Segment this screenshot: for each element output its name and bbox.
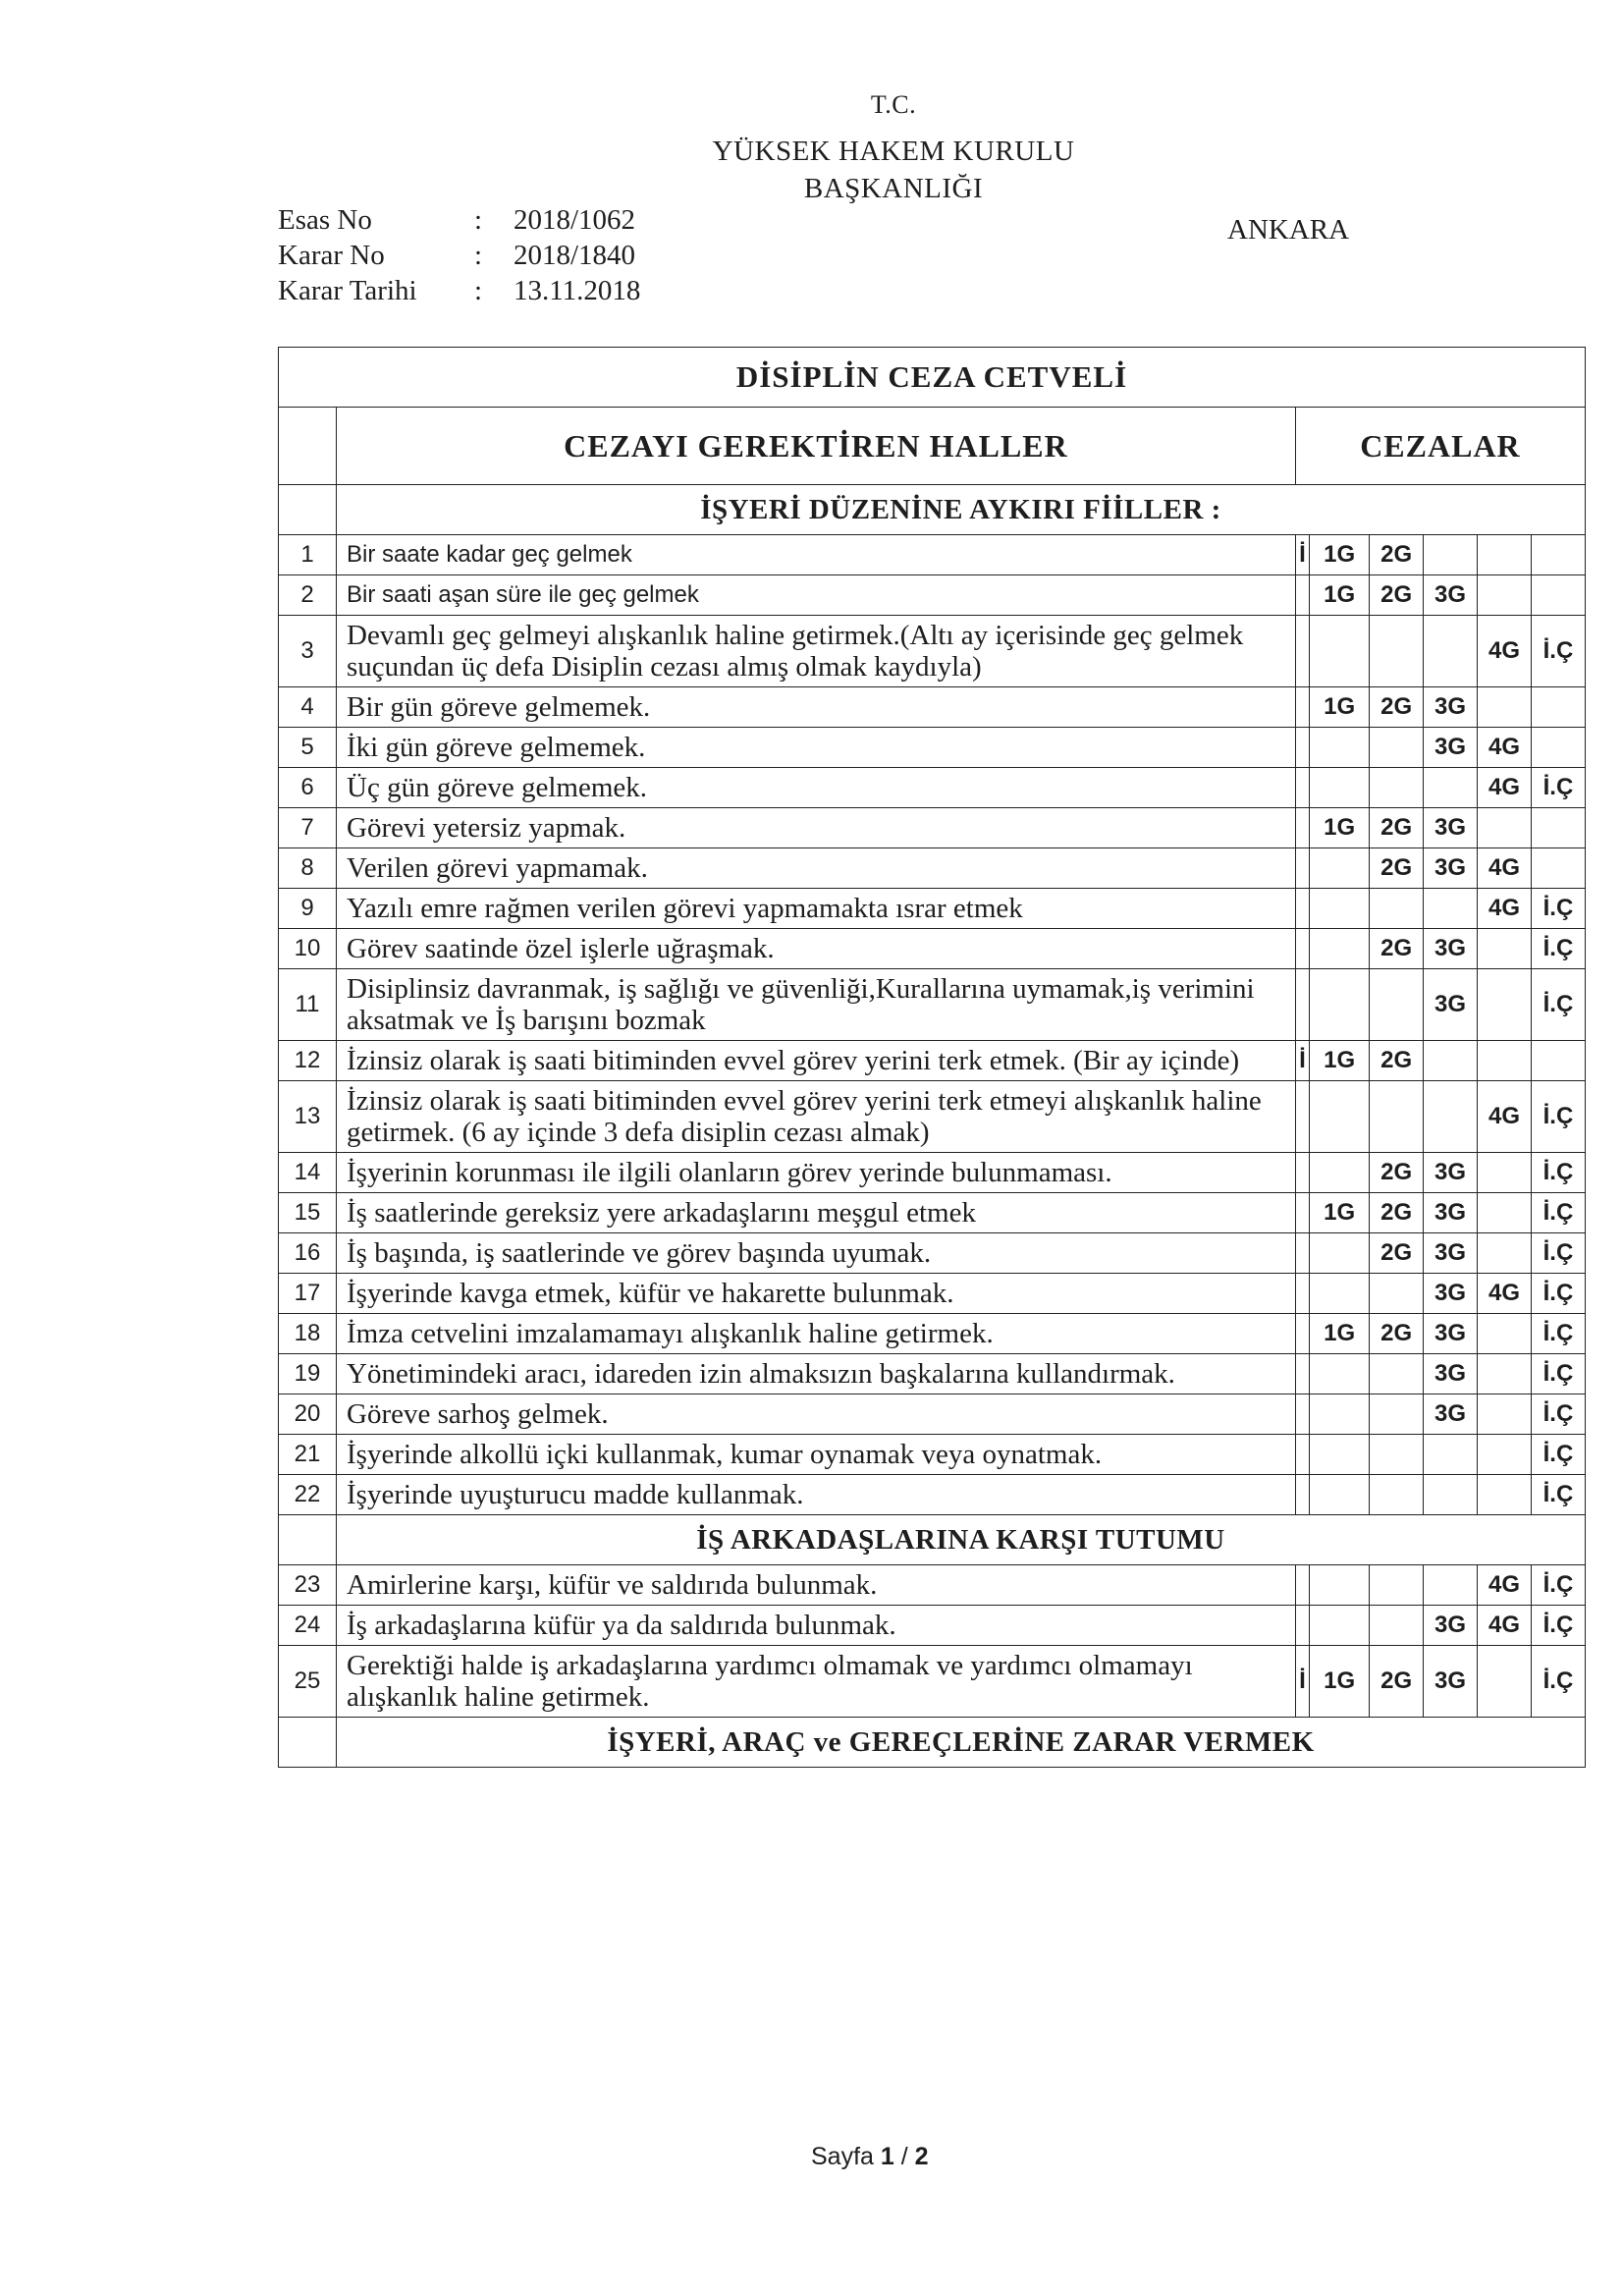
penalty-cell: İ.Ç: [1531, 1354, 1585, 1394]
penalty-cell: [1370, 969, 1424, 1041]
penalty-cell: [1310, 969, 1370, 1041]
penalty-cell: [1478, 929, 1532, 969]
penalty-cell: [1295, 1274, 1309, 1314]
table-row: [279, 687, 1586, 728]
table-row: [279, 1274, 1586, 1314]
penalty-cell: 2G: [1370, 1193, 1424, 1233]
header-presidency: BAŞKANLIĞI: [803, 173, 984, 204]
penalty-cell: [1310, 1081, 1370, 1153]
penalty-cell: [1478, 1041, 1532, 1081]
penalty-cell: [1310, 929, 1370, 969]
penalty-cell: [1478, 1314, 1532, 1354]
row-number: 21: [279, 1435, 337, 1475]
penalty-cell: [1295, 848, 1309, 889]
penalty-cell: [1424, 1041, 1478, 1081]
penalty-cell: [1295, 1153, 1309, 1193]
penalty-cell: [1310, 1233, 1370, 1274]
row-description: İşyerinde alkollü içki kullanmak, kumar oynamak veya oynatmak.: [337, 1435, 1296, 1475]
penalty-cell: [1370, 1274, 1424, 1314]
penalty-cell: [1424, 1435, 1478, 1475]
penalty-cell: 1G: [1310, 575, 1370, 616]
row-description: Yazılı emre rağmen verilen görevi yapmamakta ısrar etmek: [337, 889, 1296, 929]
penalty-cell: 3G: [1424, 848, 1478, 889]
penalty-cell: 2G: [1370, 1314, 1424, 1354]
table-row: [279, 1193, 1586, 1233]
penalty-cell: 4G: [1478, 889, 1532, 929]
penalty-cell: İ.Ç: [1531, 1193, 1585, 1233]
penalty-cell: [1310, 1565, 1370, 1606]
penalty-cell: 1G: [1310, 1314, 1370, 1354]
table-row: [279, 929, 1586, 969]
penalty-cell: [1295, 1193, 1309, 1233]
section-heading: İŞYERİ DÜZENİNE AYKIRI FİİLLER :: [337, 485, 1586, 535]
penalty-cell: İ.Ç: [1531, 1081, 1585, 1153]
row-number: 4: [279, 687, 337, 728]
penalty-cell: 4G: [1478, 1606, 1532, 1646]
row-number: 2: [279, 575, 337, 616]
penalty-cell: [1310, 1475, 1370, 1515]
penalty-cell: [1531, 808, 1585, 848]
table-row: [279, 1394, 1586, 1435]
row-description: Bir gün göreve gelmemek.: [337, 687, 1296, 728]
penalty-cell: [1424, 1475, 1478, 1515]
header-city: ANKARA: [1227, 214, 1350, 246]
row-description: İki gün göreve gelmemek.: [337, 728, 1296, 768]
row-description: Amirlerine karşı, küfür ve saldırıda bulunmak.: [337, 1565, 1296, 1606]
table-row: [279, 1565, 1586, 1606]
penalty-cell: [1310, 728, 1370, 768]
penalty-cell: 3G: [1424, 1193, 1478, 1233]
penalty-cell: 2G: [1370, 1646, 1424, 1718]
penalty-cell: [1478, 1354, 1532, 1394]
row-number: 20: [279, 1394, 337, 1435]
penalty-cell: [1295, 1394, 1309, 1435]
penalty-cell: İ.Ç: [1531, 1606, 1585, 1646]
penalty-cell: [1370, 1475, 1424, 1515]
row-number: 1: [279, 535, 337, 575]
table-row: [279, 1081, 1586, 1153]
table-row: [279, 768, 1586, 808]
row-description: İzinsiz olarak iş saati bitiminden evvel görev yerini terk etmek. (Bir ay içinde): [337, 1041, 1296, 1081]
row-number: 5: [279, 728, 337, 768]
row-number: 8: [279, 848, 337, 889]
penalty-cell: 3G: [1424, 575, 1478, 616]
penalty-cell: 2G: [1370, 929, 1424, 969]
penalty-cell: [1310, 1354, 1370, 1394]
penalty-cell: İ.Ç: [1531, 889, 1585, 929]
penalty-cell: İ.Ç: [1531, 969, 1585, 1041]
row-description: Yönetimindeki aracı, idareden izin almaksızın başkalarına kullandırmak.: [337, 1354, 1296, 1394]
penalty-cell: [1370, 1354, 1424, 1394]
penalty-cell: [1295, 1606, 1309, 1646]
penalty-cell: [1531, 687, 1585, 728]
table-row: [279, 889, 1586, 929]
section-spacer: [279, 1515, 337, 1565]
penalty-cell: [1478, 1435, 1532, 1475]
penalty-cell: [1295, 969, 1309, 1041]
meta-row-karar: Karar No : 2018/1840: [278, 240, 636, 271]
penalty-cell: [1295, 1475, 1309, 1515]
penalty-cell: 3G: [1424, 1153, 1478, 1193]
meta-row-tarih: Karar Tarihi : 13.11.2018: [278, 275, 641, 306]
table-row: [279, 535, 1586, 575]
row-number: 6: [279, 768, 337, 808]
row-number: 25: [279, 1646, 337, 1718]
penalty-cell: İ: [1295, 1646, 1309, 1718]
penalty-cell: [1295, 1435, 1309, 1475]
penalty-cell: İ.Ç: [1531, 616, 1585, 687]
penalty-cell: 4G: [1478, 1081, 1532, 1153]
penalty-cell: 3G: [1424, 728, 1478, 768]
row-description: İzinsiz olarak iş saati bitiminden evvel görev yerini terk etmeyi alışkanlık haline getirmek. (6 ay içinde 3 defa disiplin cezası almak): [337, 1081, 1296, 1153]
row-number: 19: [279, 1354, 337, 1394]
penalty-cell: [1310, 889, 1370, 929]
row-number: 18: [279, 1314, 337, 1354]
penalty-cell: [1370, 616, 1424, 687]
table-row: [279, 1354, 1586, 1394]
penalty-cell: [1478, 1233, 1532, 1274]
penalty-cell: [1531, 535, 1585, 575]
section-spacer: [279, 485, 337, 535]
row-number: 23: [279, 1565, 337, 1606]
penalty-cell: [1424, 768, 1478, 808]
row-description: İmza cetvelini imzalamamayı alışkanlık haline getirmek.: [337, 1314, 1296, 1354]
section-heading: İŞ ARKADAŞLARINA KARŞI TUTUMU: [337, 1515, 1586, 1565]
penalty-cell: [1478, 575, 1532, 616]
row-number: 13: [279, 1081, 337, 1153]
penalty-cell: [1478, 1153, 1532, 1193]
penalty-cell: [1370, 1081, 1424, 1153]
row-number: 10: [279, 929, 337, 969]
penalty-cell: [1424, 889, 1478, 929]
penalty-cell: [1370, 1394, 1424, 1435]
table-row: [279, 1153, 1586, 1193]
penalty-cell: 3G: [1424, 1314, 1478, 1354]
row-number: 16: [279, 1233, 337, 1274]
row-description: İşyerinin korunması ile ilgili olanların görev yerinde bulunmaması.: [337, 1153, 1296, 1193]
row-description: İşyerinde kavga etmek, küfür ve hakarette bulunmak.: [337, 1274, 1296, 1314]
penalty-cell: İ.Ç: [1531, 1565, 1585, 1606]
penalty-cell: [1370, 728, 1424, 768]
penalty-cell: İ.Ç: [1531, 1475, 1585, 1515]
row-number: 7: [279, 808, 337, 848]
table-row: [279, 1646, 1586, 1718]
penalty-cell: İ: [1295, 1041, 1309, 1081]
penalty-cell: [1310, 848, 1370, 889]
penalty-cell: 3G: [1424, 929, 1478, 969]
penalty-cell: 3G: [1424, 687, 1478, 728]
row-number: 12: [279, 1041, 337, 1081]
penalty-cell: 2G: [1370, 575, 1424, 616]
row-number: 9: [279, 889, 337, 929]
table-title: DİSİPLİN CEZA CETVELİ: [279, 348, 1586, 408]
penalty-cell: [1310, 1153, 1370, 1193]
penalty-cell: [1424, 535, 1478, 575]
meta-row-esas: Esas No : 2018/1062: [278, 204, 636, 236]
section-spacer: [279, 1718, 337, 1768]
row-description: İş saatlerinde gereksiz yere arkadaşlarını meşgul etmek: [337, 1193, 1296, 1233]
penalty-cell: 3G: [1424, 1354, 1478, 1394]
table-row: [279, 1041, 1586, 1081]
col-header-penalties: CEZALAR: [1295, 408, 1585, 485]
penalty-cell: [1295, 575, 1309, 616]
row-description: Disiplinsiz davranmak, iş sağlığı ve güvenliği,Kurallarına uymamak,iş verimini aksatmak ve İş barışını bozmak: [337, 969, 1296, 1041]
penalty-cell: [1531, 575, 1585, 616]
penalty-cell: İ.Ç: [1531, 1153, 1585, 1193]
penalty-cell: [1478, 687, 1532, 728]
row-description: Verilen görevi yapmamak.: [337, 848, 1296, 889]
penalty-cell: [1295, 1565, 1309, 1606]
table-row: [279, 969, 1586, 1041]
penalty-cell: [1370, 1565, 1424, 1606]
penalty-cell: [1310, 1394, 1370, 1435]
penalty-cell: [1478, 1646, 1532, 1718]
header-tc: T.C.: [870, 90, 917, 119]
penalty-cell: 2G: [1370, 687, 1424, 728]
penalty-cell: 3G: [1424, 1233, 1478, 1274]
penalty-cell: İ.Ç: [1531, 1435, 1585, 1475]
penalty-cell: 3G: [1424, 1646, 1478, 1718]
table-row: [279, 616, 1586, 687]
penalty-table: [278, 347, 1586, 1768]
penalty-cell: [1478, 1475, 1532, 1515]
penalty-cell: [1295, 1233, 1309, 1274]
penalty-cell: 3G: [1424, 1394, 1478, 1435]
penalty-cell: [1478, 1394, 1532, 1435]
penalty-cell: [1295, 768, 1309, 808]
row-description: İş arkadaşlarına küfür ya da saldırıda bulunmak.: [337, 1606, 1296, 1646]
penalty-cell: İ.Ç: [1531, 929, 1585, 969]
penalty-cell: [1295, 889, 1309, 929]
penalty-cell: İ.Ç: [1531, 768, 1585, 808]
penalty-cell: 3G: [1424, 969, 1478, 1041]
section-heading-row: [279, 1718, 1586, 1768]
page-footer: Sayfa 1 / 2: [811, 2143, 929, 2170]
table-row: [279, 1606, 1586, 1646]
penalty-cell: 2G: [1370, 535, 1424, 575]
penalty-cell: İ.Ç: [1531, 1394, 1585, 1435]
row-description: Üç gün göreve gelmemek.: [337, 768, 1296, 808]
penalty-cell: [1295, 728, 1309, 768]
penalty-cell: 3G: [1424, 1274, 1478, 1314]
table-row: [279, 575, 1586, 616]
penalty-cell: [1295, 687, 1309, 728]
table-row: [279, 1314, 1586, 1354]
case-meta: [278, 202, 640, 308]
row-number: 24: [279, 1606, 337, 1646]
penalty-cell: [1424, 616, 1478, 687]
penalty-cell: 4G: [1478, 768, 1532, 808]
row-description: Devamlı geç gelmeyi alışkanlık haline getirmek.(Altı ay içerisinde geç gelmek suçundan üç defa Disiplin cezası almış olmak kaydıyla): [337, 616, 1296, 687]
penalty-cell: [1531, 1041, 1585, 1081]
penalty-cell: [1310, 616, 1370, 687]
penalty-cell: 4G: [1478, 848, 1532, 889]
penalty-cell: [1295, 808, 1309, 848]
row-description: Görevi yetersiz yapmak.: [337, 808, 1296, 848]
penalty-cell: İ.Ç: [1531, 1233, 1585, 1274]
row-description: Gerektiği halde iş arkadaşlarına yardımcı olmamak ve yardımcı olmamayı alışkanlık haline getirmek.: [337, 1646, 1296, 1718]
row-number: 3: [279, 616, 337, 687]
row-description: Göreve sarhoş gelmek.: [337, 1394, 1296, 1435]
penalty-cell: 1G: [1310, 1041, 1370, 1081]
penalty-cell: 1G: [1310, 1646, 1370, 1718]
penalty-cell: [1370, 768, 1424, 808]
penalty-cell: 4G: [1478, 616, 1532, 687]
penalty-cell: 3G: [1424, 808, 1478, 848]
penalty-cell: 1G: [1310, 687, 1370, 728]
penalty-cell: İ.Ç: [1531, 1646, 1585, 1718]
penalty-cell: İ.Ç: [1531, 1314, 1585, 1354]
penalty-cell: [1478, 535, 1532, 575]
penalty-cell: 4G: [1478, 1565, 1532, 1606]
row-description: İş başında, iş saatlerinde ve görev başında uyumak.: [337, 1233, 1296, 1274]
penalty-cell: [1295, 929, 1309, 969]
penalty-cell: [1295, 1354, 1309, 1394]
penalty-cell: [1310, 1606, 1370, 1646]
penalty-cell: [1295, 1081, 1309, 1153]
penalty-cell: [1531, 728, 1585, 768]
penalty-cell: 2G: [1370, 808, 1424, 848]
penalty-cell: 2G: [1370, 848, 1424, 889]
penalty-cell: [1478, 969, 1532, 1041]
row-description: Bir saate kadar geç gelmek: [337, 535, 1296, 575]
col-header-cases: CEZAYI GEREKTİREN HALLER: [337, 408, 1296, 485]
row-number: 14: [279, 1153, 337, 1193]
penalty-cell: [1295, 1314, 1309, 1354]
penalty-cell: [1370, 1606, 1424, 1646]
table-row: [279, 1233, 1586, 1274]
table-row: [279, 808, 1586, 848]
table-row: [279, 848, 1586, 889]
penalty-cell: 4G: [1478, 1274, 1532, 1314]
penalty-cell: [1310, 1274, 1370, 1314]
penalty-cell: İ: [1295, 535, 1309, 575]
penalty-cell: [1370, 1435, 1424, 1475]
table-row: [279, 728, 1586, 768]
penalty-cell: [1424, 1081, 1478, 1153]
row-description: İşyerinde uyuşturucu madde kullanmak.: [337, 1475, 1296, 1515]
penalty-cell: 1G: [1310, 808, 1370, 848]
penalty-cell: 3G: [1424, 1606, 1478, 1646]
penalty-cell: [1478, 808, 1532, 848]
penalty-cell: [1370, 889, 1424, 929]
section-heading-row: [279, 1515, 1586, 1565]
penalty-cell: [1295, 616, 1309, 687]
header-institution: YÜKSEK HAKEM KURULU: [712, 136, 1075, 167]
table-row: [279, 1435, 1586, 1475]
penalty-cell: 1G: [1310, 1193, 1370, 1233]
penalty-cell: [1424, 1565, 1478, 1606]
row-description: Görev saatinde özel işlerle uğraşmak.: [337, 929, 1296, 969]
row-number: 17: [279, 1274, 337, 1314]
penalty-cell: [1310, 1435, 1370, 1475]
section-heading: İŞYERİ, ARAÇ ve GEREÇLERİNE ZARAR VERMEK: [337, 1718, 1586, 1768]
penalty-cell: 2G: [1370, 1041, 1424, 1081]
row-number: 15: [279, 1193, 337, 1233]
penalty-cell: [1531, 848, 1585, 889]
table-row: [279, 1475, 1586, 1515]
penalty-cell: 2G: [1370, 1153, 1424, 1193]
penalty-cell: [1478, 1193, 1532, 1233]
section-heading-row: [279, 485, 1586, 535]
row-number: 11: [279, 969, 337, 1041]
penalty-cell: 1G: [1310, 535, 1370, 575]
penalty-cell: İ.Ç: [1531, 1274, 1585, 1314]
penalty-cell: [1310, 768, 1370, 808]
row-description: Bir saati aşan süre ile geç gelmek: [337, 575, 1296, 616]
penalty-cell: 2G: [1370, 1233, 1424, 1274]
header-spacer: [279, 408, 337, 485]
penalty-cell: 4G: [1478, 728, 1532, 768]
row-number: 22: [279, 1475, 337, 1515]
